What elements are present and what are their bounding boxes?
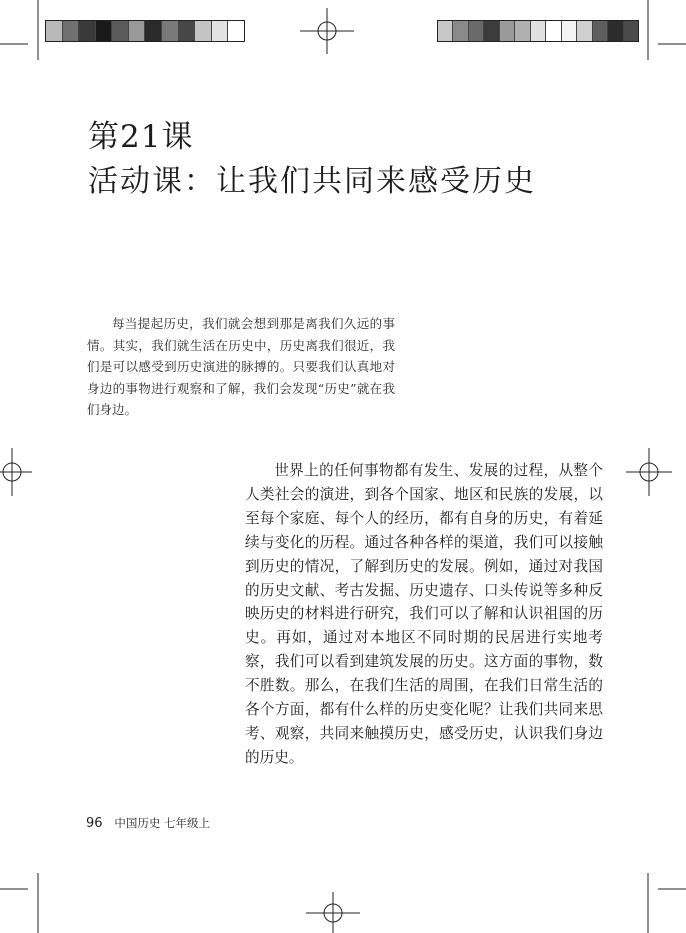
lesson-title: 活动课：让我们共同来感受历史 — [88, 164, 536, 199]
registration-mark-top — [300, 8, 354, 54]
registration-mark-right — [626, 448, 672, 496]
lesson-heading — [88, 118, 536, 202]
registration-mark-bottom — [306, 892, 360, 933]
body-paragraph: 世界上的任何事物都有发生、发展的过程，从整个人类社会的演进，到各个国家、地区和民族的发展，以至每个家庭、每个人的经历，都有自身的历史，有着延续与变化的历程。通过各种各样的渠道，我们可以接触到历史的情况，了解到历史的发展。例如，通过对我国的历史文献、考古发掘、历史遗存、口头传说等多种反映历史的材料进行研究，我们可以了解和认识祖国的历史。再如，通过对本地区不同时期的民居进行实地考察，我们可以看到建筑发展的历史。这方面的事物，数不胜数。那么，在我们生活的周围，在我们日常生活的各个方面，都有什么样的历史变化呢？让我们共同来思考、观察，共同来触摸历史，感受历史，认识我们身边的历史。 — [245, 462, 603, 766]
intro-paragraph: 每当提起历史，我们就会想到那是离我们久远的事情。其实，我们就生活在历史中，历史离我们很近，我们是可以感受到历史演进的脉搏的。只要我们认真地对身边的事物进行观察和了解，我们会发现“历史”就在我们身边。 — [87, 316, 395, 418]
page-number: 96 — [86, 816, 103, 831]
registration-mark-left — [0, 448, 32, 496]
page-footer — [86, 815, 210, 831]
lesson-number: 第21课 — [88, 119, 194, 155]
book-title: 中国历史 七年级上 — [114, 816, 211, 830]
